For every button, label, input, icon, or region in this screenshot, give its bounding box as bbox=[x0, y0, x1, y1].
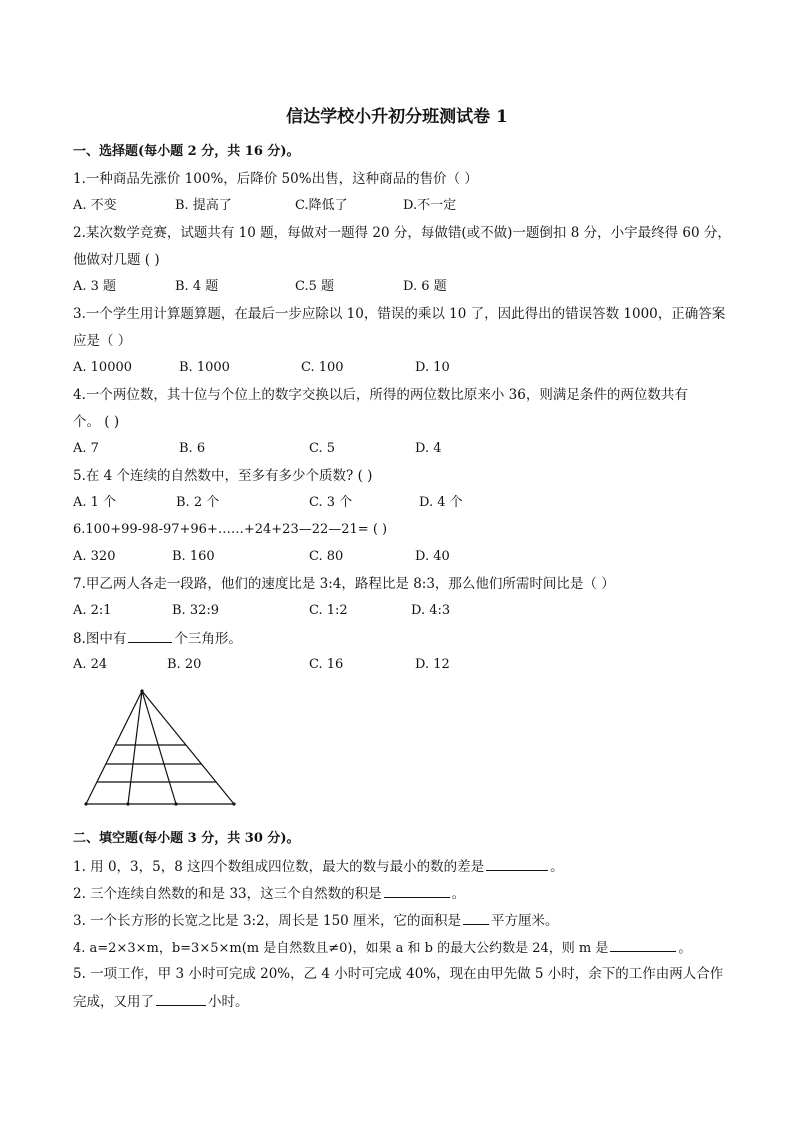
option-d: D. 4 bbox=[415, 441, 442, 456]
question-3-text-line2: 应是（ ） bbox=[73, 333, 132, 349]
fill-question-1-text: 1. 用 0，3，5，8 这四个数组成四位数，最大的数与最小的数的差是 bbox=[73, 859, 485, 875]
section-heading-fill-in: 二、填空题(每小题 3 分，共 30 分)。 bbox=[73, 831, 300, 846]
fill-question-2-end: 。 bbox=[451, 886, 466, 902]
option-b: B. 1000 bbox=[179, 360, 230, 375]
option-d: D. 4:3 bbox=[411, 603, 451, 618]
question-4-text-line1: 4.一个两位数，其十位与个位上的数字交换以后，所得的两位数比原来小 36，则满足条件的两位数共有 bbox=[73, 387, 688, 403]
option-d: D. 10 bbox=[415, 360, 450, 375]
option-d: D. 12 bbox=[415, 657, 450, 672]
option-a: A. 2:1 bbox=[73, 603, 112, 618]
fill-question-4-text: 4. a=2×3×m，b=3×5×m(m 是自然数且≠0)，如果 a 和 b 的最大公约数是 24，则 m 是 bbox=[73, 941, 609, 956]
fill-question-2-text: 2. 三个连续自然数的和是 33，这三个自然数的积是 bbox=[73, 886, 382, 902]
option-b: B. 4 题 bbox=[175, 279, 219, 294]
triangle-apex-point bbox=[140, 689, 143, 692]
option-c: C. 16 bbox=[309, 657, 344, 672]
fill-question-3-end: 平方厘米。 bbox=[491, 913, 559, 929]
option-a: A. 7 bbox=[73, 441, 99, 456]
question-1-text: 1.一种商品先涨价 100%，后降价 50%出售，这种商品的售价（ ） bbox=[73, 171, 478, 187]
question-2-text-line1: 2.某次数学竞赛，试题共有 10 题，每做对一题得 20 分，每做错(或不做)一题倒扣 8 分，小宇最终得 60 分， bbox=[73, 225, 731, 241]
question-2-text-line2: 他做对几题 ( ) bbox=[73, 252, 160, 268]
option-a: A. 3 题 bbox=[73, 279, 117, 294]
question-5-text: 5.在 4 个连续的自然数中，至多有多少个质数? ( ) bbox=[73, 468, 373, 484]
option-d: D. 4 个 bbox=[419, 495, 463, 510]
option-c: C.5 题 bbox=[295, 279, 335, 294]
option-d: D.不一定 bbox=[403, 198, 457, 213]
question-3-text-line1: 3.一个学生用计算题算题，在最后一步应除以 10，错误的乘以 10 了，因此得出的错误答数 1000，正确答案 bbox=[73, 306, 726, 322]
triangle-edge-left bbox=[86, 691, 142, 804]
option-b: B. 2 个 bbox=[176, 495, 220, 510]
answer-blank[interactable] bbox=[610, 938, 676, 952]
option-d: D. 40 bbox=[415, 549, 450, 564]
option-c: C. 5 bbox=[309, 441, 336, 456]
page-title: 信达学校小升初分班测试卷 1 bbox=[286, 107, 508, 127]
option-c: C.降低了 bbox=[295, 198, 348, 213]
triangle-ray-inner-right bbox=[142, 691, 176, 804]
option-a: A. 1 个 bbox=[73, 495, 117, 510]
triangle-figure bbox=[82, 688, 242, 813]
fill-question-1 bbox=[73, 857, 564, 876]
option-d: D. 6 题 bbox=[403, 279, 447, 294]
question-8-text-after: 个三角形。 bbox=[174, 631, 242, 647]
option-b: B. 32:9 bbox=[172, 603, 220, 618]
triangle-base-point bbox=[174, 802, 177, 805]
answer-blank[interactable] bbox=[384, 884, 450, 898]
fill-question-5-line2 bbox=[73, 992, 249, 1011]
fill-question-3 bbox=[73, 911, 559, 930]
triangle-base-point bbox=[84, 802, 87, 805]
question-7-text: 7.甲乙两人各走一段路，他们的速度比是 3:4，路程比是 8:3，那么他们所需时间比是（ ） bbox=[73, 576, 615, 592]
triangle-edge-right bbox=[142, 691, 234, 804]
section-heading-choice: 一、选择题(每小题 2 分，共 16 分)。 bbox=[73, 144, 300, 159]
option-c: C. 3 个 bbox=[309, 495, 353, 510]
fill-question-1-end: 。 bbox=[550, 859, 564, 875]
option-a: A. 不变 bbox=[73, 198, 117, 213]
triangle-ray-inner-left bbox=[128, 691, 142, 804]
option-c: C. 100 bbox=[301, 360, 344, 375]
question-8-text bbox=[73, 629, 242, 648]
option-a: A. 10000 bbox=[73, 360, 133, 375]
option-b: B. 20 bbox=[167, 657, 202, 672]
fill-question-3-text: 3. 一个长方形的长宽之比是 3:2，周长是 150 厘米，它的面积是 bbox=[73, 913, 462, 929]
question-8-text-before: 8.图中有 bbox=[73, 631, 127, 647]
question-6-text: 6.100+99-98-97+96+……+24+23—22—21= ( ) bbox=[73, 522, 388, 537]
option-c: C. 80 bbox=[309, 549, 344, 564]
fill-question-4 bbox=[73, 938, 691, 958]
option-a: A. 24 bbox=[73, 657, 108, 672]
option-b: B. 160 bbox=[172, 549, 215, 564]
triangle-base-point bbox=[232, 802, 235, 805]
answer-blank[interactable] bbox=[156, 992, 206, 1006]
option-c: C. 1:2 bbox=[309, 603, 348, 618]
question-4-text-line2: 个。 ( ) bbox=[73, 414, 120, 430]
option-b: B. 提高了 bbox=[175, 198, 232, 213]
triangle-base-point bbox=[126, 802, 129, 805]
option-b: B. 6 bbox=[179, 441, 206, 456]
fill-question-2 bbox=[73, 884, 465, 903]
answer-blank[interactable] bbox=[486, 857, 548, 871]
fill-question-5-line1: 5. 一项工作，甲 3 小时可完成 20%，乙 4 小时可完成 40%，现在由甲先做 5 小时，余下的工作由两人合作 bbox=[73, 966, 724, 982]
fill-question-5-text: 完成，又用了 bbox=[73, 994, 154, 1010]
fill-question-4-end: 。 bbox=[678, 941, 692, 956]
fill-question-5-end: 小时。 bbox=[208, 994, 249, 1010]
option-a: A. 320 bbox=[73, 549, 116, 564]
answer-blank[interactable] bbox=[128, 629, 172, 643]
answer-blank[interactable] bbox=[463, 911, 489, 925]
